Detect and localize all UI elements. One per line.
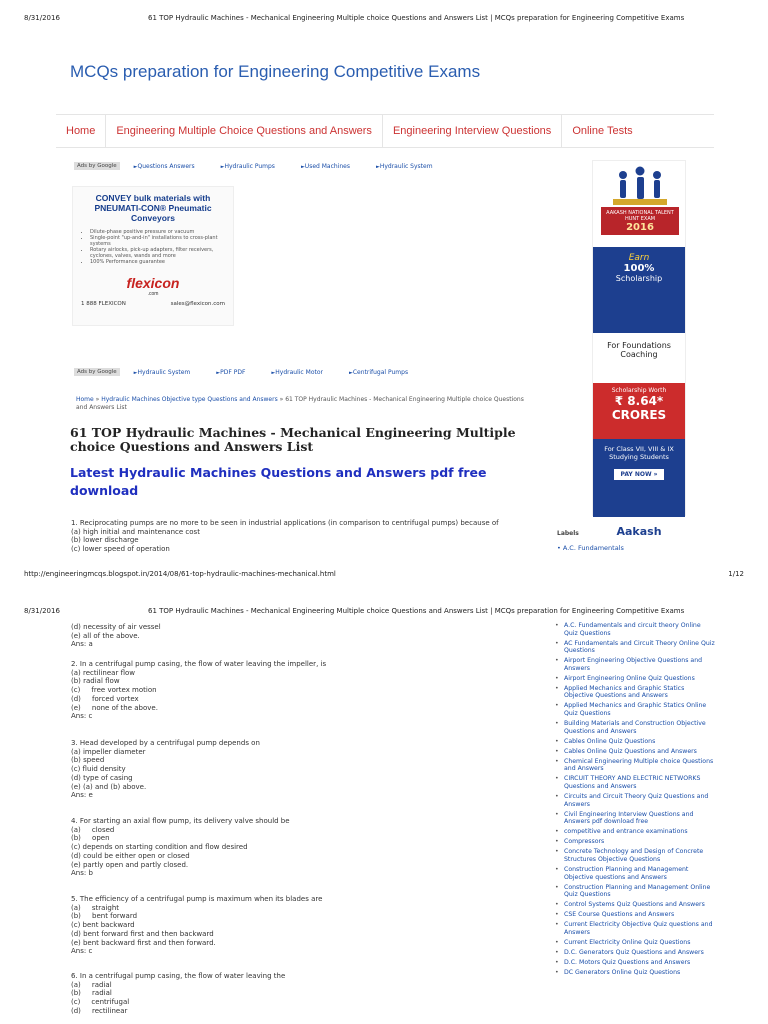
print-page-number: 1/12 <box>728 570 744 578</box>
flexicon-ad[interactable] <box>72 186 234 326</box>
aakash-earn-block <box>593 247 685 333</box>
ad-link[interactable]: ► Hydraulic Motor <box>271 369 323 376</box>
label-link[interactable]: • Current Electricity Objective Quiz questions and Answers <box>555 921 715 936</box>
site-title[interactable]: MCQs preparation for Engineering Competitive Exams <box>70 62 481 81</box>
aakash-banner-text: AAKASH NATIONAL TALENT HUNT EXAM <box>606 210 674 222</box>
label-link[interactable]: • CIRCUIT THEORY AND ELECTRIC NETWORKS Questions and Answers <box>555 775 715 790</box>
label-link[interactable]: • Construction Planning and Management Objective questions and Answers <box>555 866 715 881</box>
print-date: 8/31/2016 <box>24 607 60 615</box>
ad-links-bottom <box>74 368 434 376</box>
label-link[interactable]: • A.C. Fundamentals and circuit theory Online Quiz Questions <box>555 622 715 637</box>
label-link[interactable]: • Building Materials and Construction Objective Questions and Answers <box>555 720 715 735</box>
label-link[interactable]: • Applied Mechanics and Graphic Statics Online Quiz Questions <box>555 702 715 717</box>
aakash-class-block <box>593 439 685 517</box>
question-block: 2. In a centrifugal pump casing, the flow of water leaving the impeller, is (a) rectilinear flow (b) radial flow (c) free vortex motion (d) forced vortex (e) none of the above. Ans: c <box>71 660 327 721</box>
ad-phone: 1 888 FLEXICON <box>81 301 126 307</box>
ad-bullet: • Single-point "up-and-in" installations to cross-plant systems <box>90 235 225 247</box>
label-link[interactable]: • Airport Engineering Online Quiz Questions <box>555 675 715 683</box>
label-link[interactable]: • competitive and entrance examinations <box>555 828 715 836</box>
label-link-text[interactable]: A.C. Fundamentals <box>562 544 624 552</box>
question-block: 4. For starting an axial flow pump, its delivery valve should be (a) closed (b) open (c) depends on starting condition and flow desired (d) could be either open or closed (e) partly open and partly closed. Ans: b <box>71 817 290 878</box>
print-title: 61 TOP Hydraulic Machines - Mechanical Engineering Multiple choice Questions and Answers List | MCQs preparation for Engineering Competitive Exams <box>148 607 685 615</box>
ad-bullets <box>90 229 225 265</box>
aakash-worth-value: ₹ 8.64* CRORES <box>611 394 667 422</box>
aakash-banner-year: 2016 <box>626 222 654 233</box>
label-link[interactable]: • Airport Engineering Objective Questions and Answers <box>555 657 715 672</box>
aakash-banner <box>601 207 679 235</box>
ad-bullet: • Rotary airlocks, pick-up adapters, filter receivers, cyclones, valves, wands and more <box>90 247 225 259</box>
question-block: 6. In a centrifugal pump casing, the flow of water leaving the (a) radial (b) radial (c) centrifugal (d) rectilinear <box>71 972 286 1015</box>
ad-link[interactable]: ► PDF PDF <box>216 369 245 376</box>
label-link[interactable]: • Civil Engineering Interview Questions and Answers pdf download free <box>555 811 715 826</box>
ads-by-google-label[interactable]: Ads by Google <box>74 162 120 170</box>
label-link[interactable]: • Concrete Technology and Design of Concrete Structures Objective Questions <box>555 848 715 863</box>
aakash-worth-label: Scholarship Worth <box>611 387 667 394</box>
nav-home[interactable]: Home <box>56 114 106 148</box>
aakash-class-text: For Class VII, VIII & IX Studying Students <box>604 445 674 461</box>
print-date: 8/31/2016 <box>24 14 60 22</box>
aakash-earn: Earn <box>628 253 650 263</box>
label-link[interactable]: • Chemical Engineering Multiple choice Questions and Answers <box>555 758 715 773</box>
aakash-top <box>593 161 685 247</box>
ad-link[interactable]: ► Hydraulic System <box>376 163 433 170</box>
question-block: 3. Head developed by a centrifugal pump depends on (a) impeller diameter (b) speed (c) fluid density (d) type of casing (e) (a) and (b) above. Ans: e <box>71 739 260 800</box>
label-link[interactable]: • Circuits and Circuit Theory Quiz Questions and Answers <box>555 793 715 808</box>
label-link[interactable]: • Cables Online Quiz Questions <box>555 738 715 746</box>
ad-link[interactable]: ► Hydraulic System <box>134 369 191 376</box>
aakash-logo: Aakash <box>616 525 662 538</box>
ad-link[interactable]: ► Questions Answers <box>134 163 195 170</box>
breadcrumb-current: 61 TOP Hydraulic Machines - Mechanical Engineering Multiple choice Questions and Answers List <box>76 396 524 411</box>
label-link[interactable]: • Cables Online Quiz Questions and Answers <box>555 748 715 756</box>
aakash-ad[interactable] <box>592 160 686 538</box>
flexicon-logo-text: flexicon <box>126 275 180 291</box>
main-nav <box>56 114 714 148</box>
breadcrumb-home[interactable]: Home <box>76 396 94 403</box>
label-link[interactable]: • Compressors <box>555 838 715 846</box>
print-title: 61 TOP Hydraulic Machines - Mechanical Engineering Multiple choice Questions and Answers List | MCQs preparation for Engineering Competitive Exams <box>148 14 685 22</box>
ad-email: sales@flexicon.com <box>170 301 225 307</box>
aakash-for: For Foundations Coaching <box>593 333 685 383</box>
aakash-scholarship: Scholarship <box>615 274 663 283</box>
trophy-people-icon <box>593 161 687 207</box>
label-link[interactable]: • D.C. Generators Quiz Questions and Answers <box>555 949 715 957</box>
labels-heading: Labels <box>557 530 579 537</box>
ad-links-top <box>74 162 459 170</box>
print-url: http://engineeringmcqs.blogspot.in/2014/08/61-top-hydraulic-machines-mechanical.html <box>24 570 336 578</box>
label-link[interactable]: • CSE Course Questions and Answers <box>555 911 715 919</box>
aakash-pct: 100% <box>623 263 655 274</box>
post-title: 61 TOP Hydraulic Machines - Mechanical Engineering Multiple choice Questions and Answers List <box>70 425 516 454</box>
label-link[interactable]: • DC Generators Online Quiz Questions <box>555 969 715 977</box>
ad-headline: CONVEY bulk materials with PNEUMATI-CON® Pneumatic Conveyors <box>94 193 212 223</box>
labels-list <box>555 622 715 979</box>
label-link[interactable]: • Current Electricity Online Quiz Questions <box>555 939 715 947</box>
ad-link[interactable]: ► Hydraulic Pumps <box>221 163 275 170</box>
label-link[interactable]: • AC Fundamentals and Circuit Theory Online Quiz Questions <box>555 640 715 655</box>
question-block: 1. Reciprocating pumps are no more to be seen in industrial applications (in comparison to centrifugal pumps) because of (a) high initial and maintenance cost (b) lower discharge (c) lower speed of operation <box>71 519 499 554</box>
label-link[interactable]: • D.C. Motors Quiz Questions and Answers <box>555 959 715 967</box>
ad-footer <box>81 301 225 307</box>
breadcrumb-sep: » <box>95 396 100 403</box>
nav-online-tests[interactable]: Online Tests <box>572 125 633 137</box>
ad-bullet: • Dilute-phase positive pressure or vacuum <box>90 229 225 235</box>
ads-by-google-label[interactable]: Ads by Google <box>74 368 120 376</box>
nav-interview[interactable]: Engineering Interview Questions <box>383 114 562 148</box>
label-link[interactable]: • Applied Mechanics and Graphic Statics Objective Questions and Answers <box>555 685 715 700</box>
breadcrumb-sep: » <box>279 396 284 403</box>
label-link[interactable]: • Control Systems Quiz Questions and Answers <box>555 901 715 909</box>
flexicon-logo-sub: .com <box>147 291 159 297</box>
pay-now-button[interactable]: PAY NOW » <box>614 469 663 480</box>
question-block: (d) necessity of air vessel (e) all of the above. Ans: a <box>71 623 161 649</box>
ad-link[interactable]: ► Used Machines <box>301 163 350 170</box>
aakash-worth-block <box>593 383 685 439</box>
nav-mcq[interactable]: Engineering Multiple Choice Questions and Answers <box>106 114 383 148</box>
ad-bullet: • 100% Performance guarantee <box>90 259 225 265</box>
breadcrumb-category[interactable]: Hydraulic Machines Objective type Questions and Answers <box>101 396 278 403</box>
label-link[interactable]: • Construction Planning and Management Online Quiz Questions <box>555 884 715 899</box>
question-block: 5. The efficiency of a centrifugal pump is maximum when its blades are (a) straight (b) bent forward (c) bent backward (d) bent forward first and then backward (e) bent backward first and then forward. Ans: c <box>71 895 323 956</box>
post-subtitle: Latest Hydraulic Machines Questions and Answers pdf free download <box>70 465 487 498</box>
label-link[interactable]: • A.C. Fundamentals <box>557 544 624 552</box>
ad-link[interactable]: ► Centrifugal Pumps <box>349 369 408 376</box>
flexicon-logo <box>81 275 225 297</box>
breadcrumb <box>76 396 526 412</box>
